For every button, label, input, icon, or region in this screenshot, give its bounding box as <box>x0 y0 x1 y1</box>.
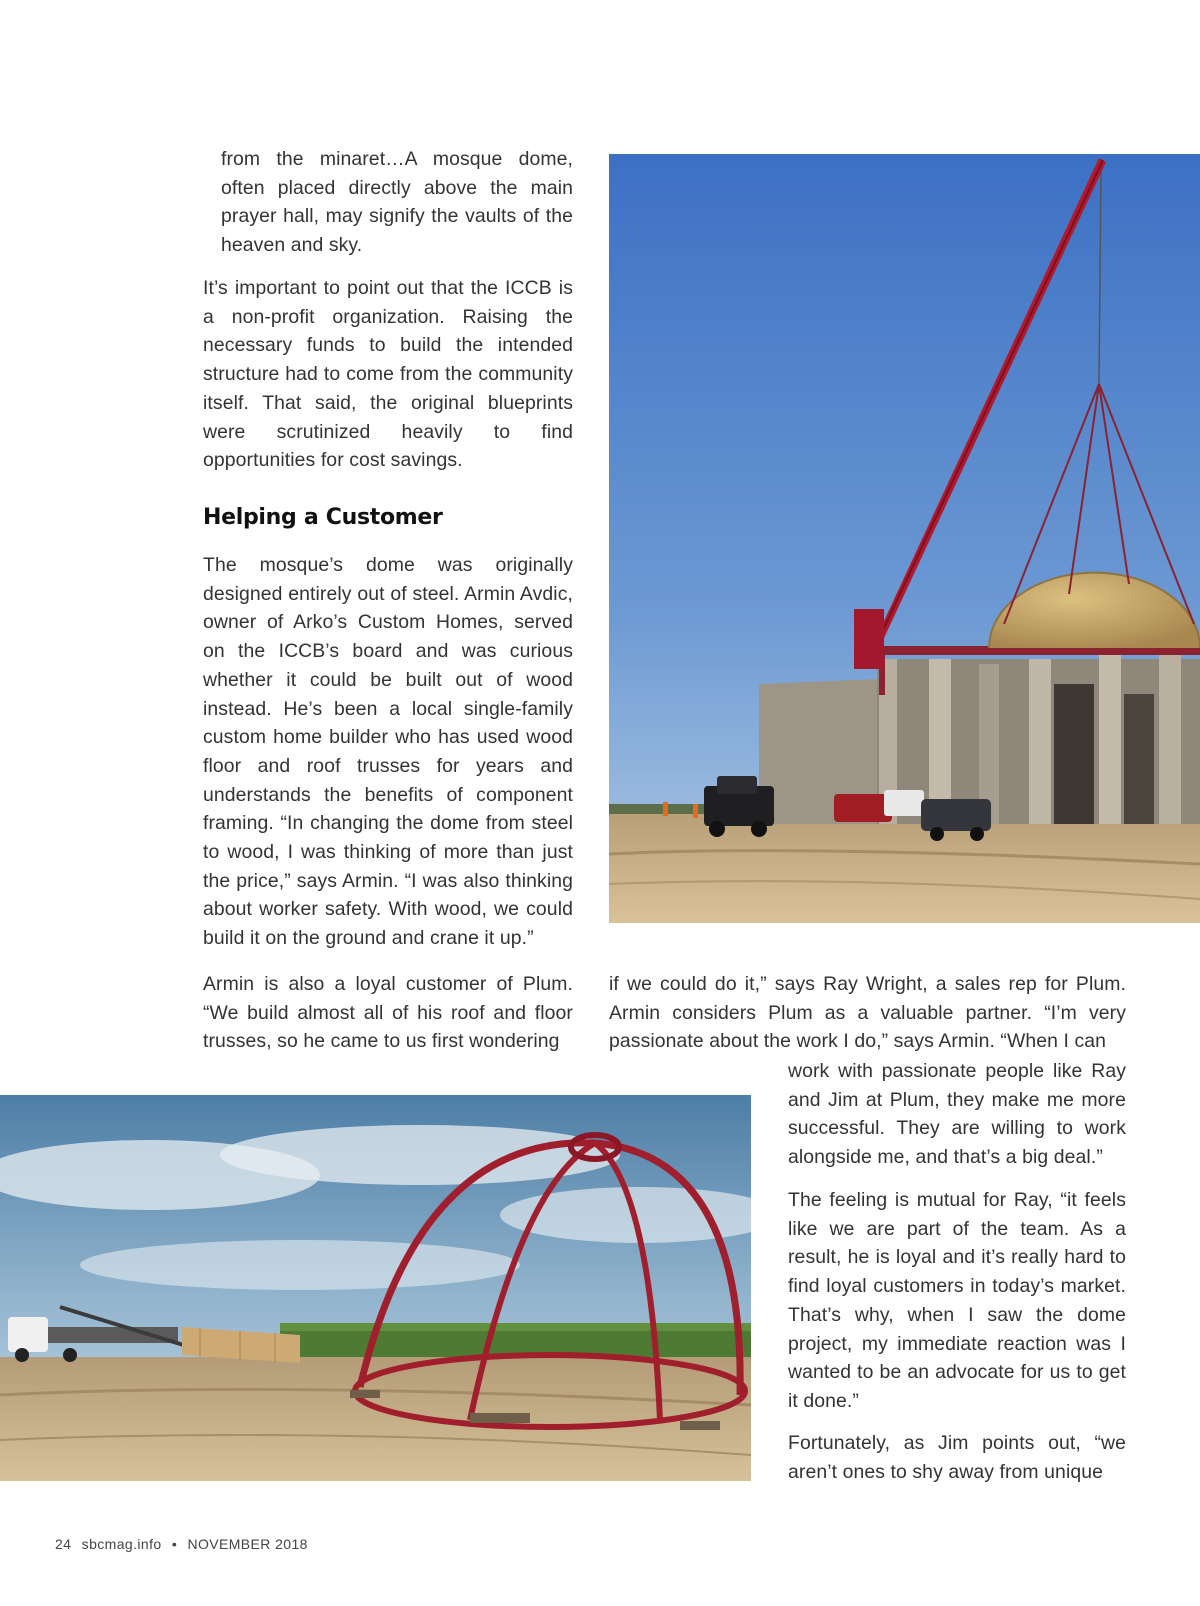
page-footer <box>55 1536 314 1552</box>
paragraph-loyal-mid: if we could do it,” says Ray Wright, a sales rep for Plum. Armin considers Plum as a valuable partner. “I’m very passionate about the work I do,” says Armin. “When I can <box>609 973 1126 1053</box>
site-link[interactable]: sbcmag.info <box>81 1536 162 1552</box>
steel-frame-photo <box>0 1095 751 1481</box>
paragraph-nonprofit: It’s important to point out that the ICCB is a non-profit organization. Raising the necessary funds to build the intended structure had to come from the community itself. That said, the original blueprints were scrutinized heavily to find opportunities for cost savings. <box>203 277 573 472</box>
section-heading: Helping a Customer <box>203 505 443 530</box>
footer-separator: • <box>171 1536 178 1552</box>
paragraph-mutual: The feeling is mutual for Ray, “it feels like we are part of the team. As a result, he is loyal and it’s really hard to find loyal customers in today’s market. That’s why, when I saw the dome project, my immediate reaction was I wanted to be an advocate for us to get it done.” <box>788 1189 1126 1412</box>
paragraph-loyal-end: work with passionate people like Ray and Jim at Plum, they make me more successful. They are willing to work alongside me, and that’s a big deal.” <box>788 1060 1126 1169</box>
paragraph-loyal-start: Armin is also a loyal customer of Plum. “We build almost all of his roof and floor trusses, so he came to us first wondering <box>203 973 573 1053</box>
crane-dome-photo <box>609 154 1200 923</box>
quote-continuation: from the minaret…A mosque dome, often placed directly above the main prayer hall, may signify the vaults of the heaven and sky. <box>221 148 573 257</box>
paragraph-dome: The mosque’s dome was originally designed entirely out of steel. Armin Avdic, owner of Arko’s Custom Homes, served on the ICCB’s board and was curious whether it could be built out of wood instead. He’s been a local single-family custom home builder who has used wood floor and roof trusses for years and understands the benefits of component framing. “In changing the dome from steel to wood, I was thinking of more than just the price,” says Armin. “I was also thinking about worker safety. With wood, we could build it on the ground and crane it up.” <box>203 554 573 950</box>
issue-date: NOVEMBER 2018 <box>187 1536 308 1552</box>
paragraph-fortunately: Fortunately, as Jim points out, “we aren’t ones to shy away from unique <box>788 1432 1126 1483</box>
page-number: 24 <box>55 1536 72 1552</box>
